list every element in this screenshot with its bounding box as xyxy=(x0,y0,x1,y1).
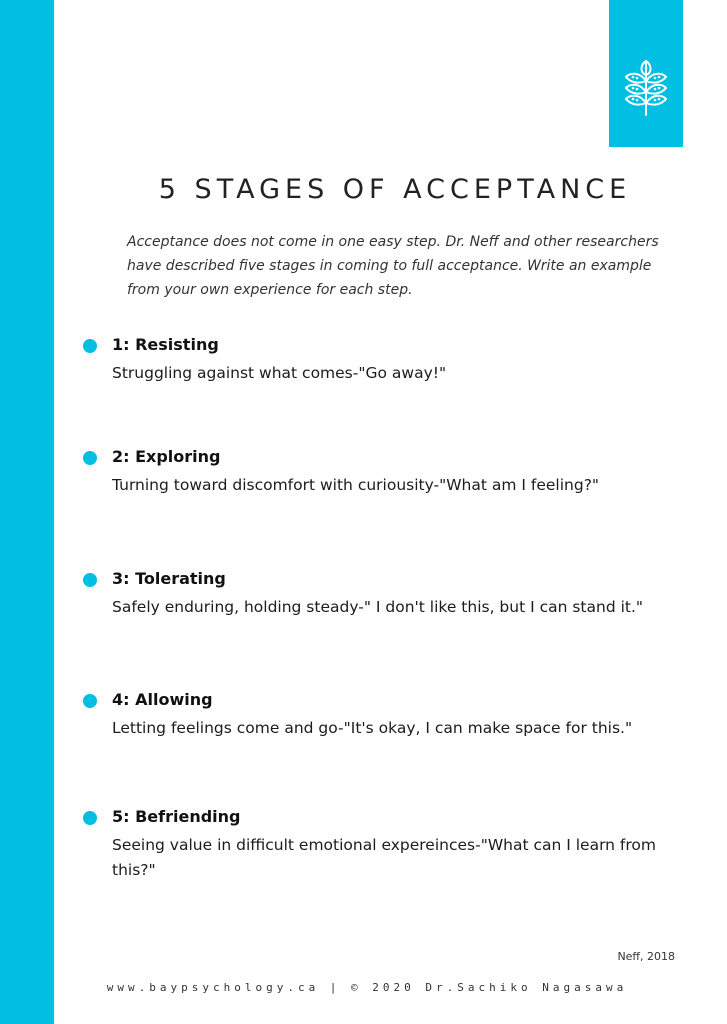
stage-title: 5: Befriending xyxy=(112,807,241,826)
footer-credit: www.baypsychology.ca | © 2020 Dr.Sachiko Nagasawa xyxy=(106,981,628,994)
bullet-dot-icon xyxy=(83,811,97,825)
bullet-dot-icon xyxy=(83,339,97,353)
stage-description: Seeing value in difficult emotional expereinces-"What can I learn from this?" xyxy=(112,836,657,879)
bullet-dot-icon xyxy=(83,451,97,465)
page-title: 5 STAGES OF ACCEPTANCE xyxy=(158,174,632,205)
stage-title: 3: Tolerating xyxy=(112,569,226,588)
stage-description: Safely enduring, holding steady-" I don't like this, but I can stand it." xyxy=(112,598,644,616)
stage-description: Turning toward discomfort with curiousity-"What am I feeling?" xyxy=(112,476,600,494)
citation: Neff, 2018 xyxy=(617,950,675,963)
bullet-dot-icon xyxy=(83,694,97,708)
intro-text: Acceptance does not come in one easy step. Dr. Neff and other researchers have described five stages in coming to full acceptance. Write an example from your own experience for each step. xyxy=(127,234,659,298)
stage-title: 1: Resisting xyxy=(112,335,219,354)
bullet-dot-icon xyxy=(83,573,97,587)
leaf-branch-icon xyxy=(621,57,671,117)
left-accent-bar xyxy=(0,0,54,1024)
stage-description: Letting feelings come and go-"It's okay, I can make space for this." xyxy=(112,719,633,737)
stage-title: 4: Allowing xyxy=(112,690,213,709)
logo-tab xyxy=(609,0,683,147)
stage-description: Struggling against what comes-"Go away!" xyxy=(112,364,447,382)
stage-title: 2: Exploring xyxy=(112,447,221,466)
